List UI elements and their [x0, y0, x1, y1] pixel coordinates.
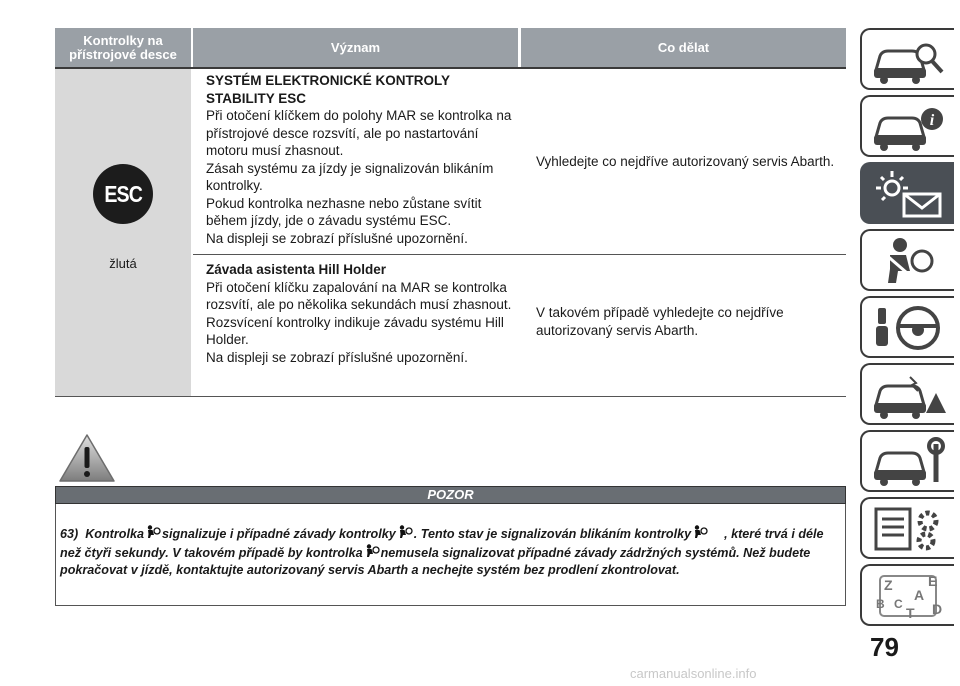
row-1-title: SYSTÉM ELEKTRONICKÉ KONTROLY STABILITY ESC [206, 73, 450, 106]
svg-text:i: i [929, 112, 935, 129]
row-2-title: Závada asistenta Hill Holder [206, 262, 387, 277]
car-magnifier-icon [870, 34, 950, 86]
steering-wheel-key-icon [870, 302, 950, 354]
index-letter: C [894, 597, 903, 611]
seat-airbag-icon [870, 235, 950, 287]
table-bottom-rule [55, 396, 846, 397]
warning-part-2: signalizuje i případné závady kontrolky [161, 527, 396, 541]
warning-part-1: Kontrolka [85, 527, 144, 541]
tab-starting-driving[interactable] [860, 296, 954, 358]
warning-part-5: nemusela signalizovat případné závady zádržných systémů. Než budete pokračovat v jízdě, kontaktujte autorizovaný servis Abarth a nechejte systém bez prodlení zkontrolovat. [60, 545, 811, 577]
car-accident-icon [870, 369, 950, 421]
index-letter: E [928, 573, 938, 589]
index-letter: D [932, 601, 943, 617]
row-1-action: Vyhledejte co nejdříve autorizovaný servis Abarth. [536, 154, 835, 169]
row-1-body: Při otočení klíčkem do polohy MAR se kontrolka na přístrojové desce rozsvítí, ale po nastartování motoru musí zhasnout. Zásah systému za jízdy je signalizován blikáním kontrolky. Pokud kontrolka nezhasne nebo zůstane svítit během jízdy, jde o závadu systému ESC. Na displeji se zobrazí příslušné upozornění. [206, 108, 512, 246]
car-info-icon [870, 101, 950, 153]
warning-title: POZOR [55, 486, 846, 504]
header-lamps: Kontrolky na přístrojové desce [55, 28, 191, 67]
header-action: Co dělat [521, 28, 846, 67]
maintenance-list-gear-icon [870, 503, 950, 555]
warning-part-3: . Tento stav je signalizován blikáním kontrolky [413, 527, 692, 541]
esc-warning-icon: ESC [93, 164, 153, 224]
lamp-color-label: žlutá [109, 256, 137, 271]
tab-warning-lights[interactable] [860, 162, 954, 224]
airbag-warning-icon [364, 544, 380, 558]
row-1-meaning [206, 72, 522, 247]
index-letter: B [876, 597, 885, 611]
tab-technical-data[interactable] [860, 497, 954, 559]
tab-car-magnifier[interactable] [860, 28, 954, 90]
row-2-meaning [206, 261, 522, 366]
warning-text [60, 525, 845, 580]
car-wrench-icon [870, 436, 950, 488]
warning-triangle-icon [58, 433, 116, 483]
warning-number: 63) [60, 527, 79, 541]
row-2-action: V takovém případě vyhledejte co nejdříve autorizovaný servis Abarth. [536, 305, 784, 338]
tab-maintenance[interactable] [860, 430, 954, 492]
tab-safety[interactable] [860, 229, 954, 291]
alphabetical-index-icon [870, 570, 950, 622]
header-meaning: Význam [193, 28, 518, 67]
index-letter: A [914, 587, 925, 603]
tab-car-info[interactable] [860, 95, 954, 157]
row-divider [193, 254, 846, 255]
row-2-body: Při otočení klíčku zapalování na MAR se kontrolka rozsvítí, ale po několika sekundách musí zhasnout. Rozsvícení kontrolky indikuje závadu systému Hill Holder. Na displeji se zobrazí příslušné upozornění. [206, 279, 512, 365]
warning-light-envelope-icon [870, 168, 950, 220]
airbag-warning-icon [397, 525, 413, 539]
watermark: carmanualsonline.info [630, 666, 757, 681]
tab-emergency[interactable] [860, 363, 954, 425]
warning-part-4: , které trvá i déle než čtyři sekundy. V takovém případě by kontrolka [60, 527, 824, 560]
tab-index[interactable] [860, 564, 954, 626]
airbag-warning-icon [145, 525, 161, 539]
index-letter: Z [884, 577, 893, 593]
lamp-column [55, 69, 191, 396]
index-letter: T [906, 605, 915, 621]
page-number: 79 [870, 632, 899, 662]
airbag-warning-icon [692, 525, 708, 539]
